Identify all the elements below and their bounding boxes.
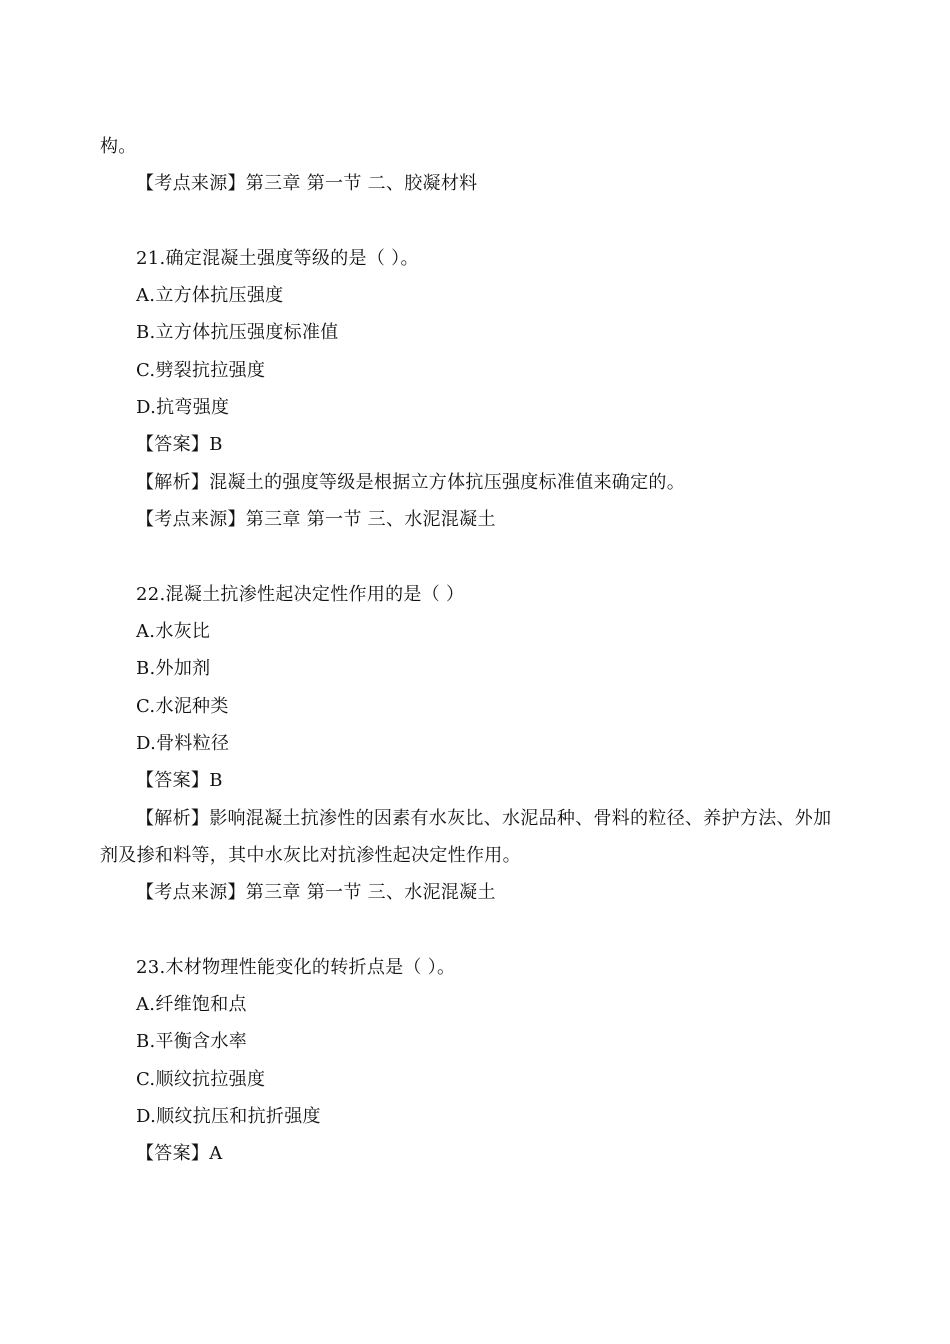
q22-option-c: C.水泥种类: [136, 696, 229, 717]
q22-analysis-line1: 【解析】影响混凝土抗渗性的因素有水灰比、水泥品种、骨料的粒径、养护方法、外加: [136, 808, 832, 829]
q21-source: 【考点来源】第三章 第一节 三、水泥混凝土: [136, 509, 496, 530]
question-23: 23.木材物理性能变化的转折点是（ ）。: [136, 957, 456, 978]
q22-option-a: A.水灰比: [136, 621, 211, 642]
q22-answer: 【答案】B: [136, 770, 223, 791]
q21-option-b: B.立方体抗压强度标准值: [136, 322, 339, 343]
question-21: 21.确定混凝土强度等级的是（ ）。: [136, 248, 419, 269]
continuation-text: 构。: [100, 136, 137, 157]
q23-option-a: A.纤维饱和点: [136, 994, 247, 1015]
q23-option-b: B.平衡含水率: [136, 1031, 248, 1052]
q21-option-d: D.抗弯强度: [136, 397, 230, 418]
q23-option-c: C.顺纹抗拉强度: [136, 1069, 266, 1090]
q21-answer: 【答案】B: [136, 434, 223, 455]
q21-option-a: A.立方体抗压强度: [136, 285, 284, 306]
q23-option-d: D.顺纹抗压和抗折强度: [136, 1106, 321, 1127]
source-q20: 【考点来源】第三章 第一节 二、胶凝材料: [136, 173, 478, 194]
q21-option-c: C.劈裂抗拉强度: [136, 360, 266, 381]
q22-source: 【考点来源】第三章 第一节 三、水泥混凝土: [136, 882, 496, 903]
q22-option-d: D.骨料粒径: [136, 733, 230, 754]
q23-answer: 【答案】A: [136, 1143, 223, 1164]
q22-option-b: B.外加剂: [136, 658, 211, 679]
q21-analysis: 【解析】混凝土的强度等级是根据立方体抗压强度标准值来确定的。: [136, 472, 685, 493]
question-22: 22.混凝土抗渗性起决定性作用的是（ ）: [136, 584, 465, 605]
q22-analysis-line2: 剂及掺和料等，其中水灰比对抗渗性起决定性作用。: [100, 845, 521, 866]
